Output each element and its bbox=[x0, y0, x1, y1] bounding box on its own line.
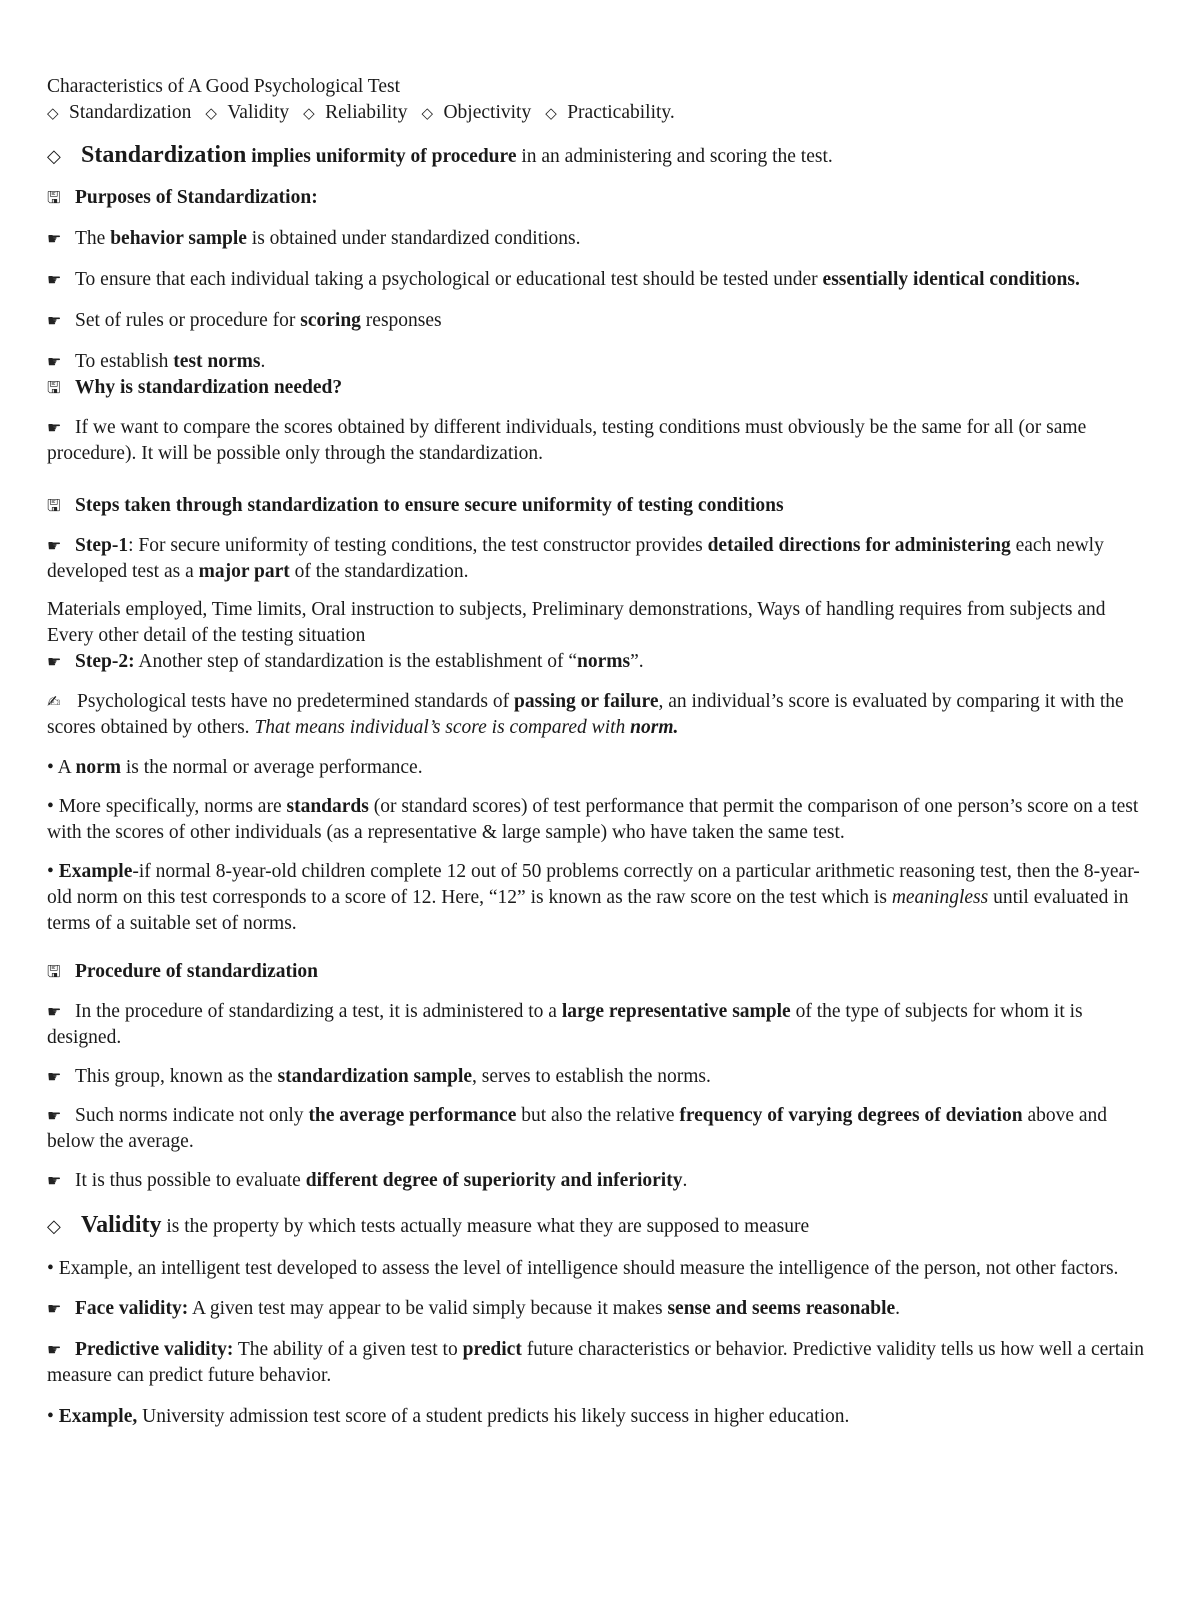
pointing-hand-icon: ☛ bbox=[47, 1340, 62, 1359]
standardization-definition: ◇ Standardization implies uniformity of procedure in an administering and scoring the test. bbox=[47, 142, 833, 168]
norm-definition: • A norm is the normal or average performance. bbox=[47, 757, 423, 778]
diamond-outline-icon: ◇ bbox=[47, 1216, 61, 1237]
norm-specific: • More specifically, norms are standards (or standard scores) of test performance that permit the comparison of one person’s score on a test with the scores of other individuals (as a representative & large sample) who have taken the same test. bbox=[47, 796, 1139, 843]
list-item: ☛ To establish test norms. bbox=[47, 349, 1147, 375]
pointing-hand-icon: ☛ bbox=[47, 311, 62, 330]
step-2: ☛ Step-2: Another step of standardization is the establishment of “norms”. bbox=[47, 649, 1147, 675]
diamond-outline-icon: ◇ bbox=[47, 104, 59, 122]
floppy-disk-icon: 🖫 bbox=[47, 496, 61, 515]
pointing-hand-icon: ☛ bbox=[47, 1106, 62, 1125]
pointing-hand-icon: ☛ bbox=[47, 229, 62, 248]
validity-example: • Example, an intelligent test developed to assess the level of intelligence should measure the intelligence of the person, not other factors. bbox=[47, 1258, 1119, 1279]
char-item: Practicability. bbox=[567, 102, 675, 123]
list-item: ☛ The behavior sample is obtained under standardized conditions. bbox=[47, 226, 1147, 252]
pointing-hand-icon: ☛ bbox=[47, 1067, 62, 1086]
step-1: ☛ Step-1: For secure uniformity of testing conditions, the test constructor provides detailed directions for administering each newly developed test as a major part of the standardization. bbox=[47, 535, 1104, 582]
list-item: ☛ If we want to compare the scores obtained by different individuals, testing conditions must obviously be the same for all (or same procedure). It will be possible only through the standardization. bbox=[47, 417, 1087, 464]
purposes-heading: 🖫 Purposes of Standardization: bbox=[47, 185, 1147, 211]
floppy-disk-icon: 🖫 bbox=[47, 962, 61, 981]
list-item: ☛ To ensure that each individual taking a psychological or educational test should be tested under essentially identical conditions. bbox=[47, 267, 1147, 293]
list-item: ☛ This group, known as the standardization sample, serves to establish the norms. bbox=[47, 1064, 1147, 1090]
pointing-hand-icon: ☛ bbox=[47, 1171, 62, 1190]
doc-title: Characteristics of A Good Psychological Test bbox=[47, 76, 401, 97]
document-page bbox=[47, 74, 1147, 1430]
validity-definition: ◇ Validity is the property by which tests actually measure what they are supposed to measure bbox=[47, 1212, 810, 1238]
characteristics-list bbox=[47, 100, 1147, 126]
floppy-disk-icon: 🖫 bbox=[47, 188, 61, 207]
floppy-disk-icon: 🖫 bbox=[47, 378, 61, 397]
materials-text: Materials employed, Time limits, Oral instruction to subjects, Preliminary demonstrations, Ways of handling requires from subjects and Every other detail of the testing situation bbox=[47, 599, 1106, 646]
predictive-validity: ☛ Predictive validity: The ability of a given test to predict future characteristics or behavior. Predictive validity tells us how well a certain measure can predict future behavior. bbox=[47, 1339, 1144, 1386]
list-item: ☛ Set of rules or procedure for scoring responses bbox=[47, 308, 1147, 334]
diamond-outline-icon: ◇ bbox=[421, 104, 434, 122]
procedure-heading: 🖫 Procedure of standardization bbox=[47, 959, 1147, 985]
diamond-outline-icon: ◇ bbox=[47, 146, 61, 167]
char-item: Objectivity bbox=[443, 102, 532, 123]
diamond-outline-icon: ◇ bbox=[545, 104, 557, 122]
list-item: ☛ In the procedure of standardizing a test, it is administered to a large representative sample of the type of subjects for whom it is designed. bbox=[47, 1001, 1083, 1048]
norm-example: • Example-if normal 8-year-old children complete 12 out of 50 problems correctly on a particular arithmetic reasoning test, then the 8-year-old norm on this test corresponds to a score of 12. Here, “12” is known as the raw score on the test which is meaningless until evaluated in terms of a suitable set of norms. bbox=[47, 861, 1140, 934]
diamond-outline-icon: ◇ bbox=[303, 104, 315, 122]
char-item: Reliability bbox=[325, 102, 408, 123]
steps-heading: 🖫 Steps taken through standardization to ensure secure uniformity of testing conditions bbox=[47, 493, 1147, 519]
predictive-example: • Example, University admission test score of a student predicts his likely success in higher education. bbox=[47, 1406, 850, 1427]
pointing-hand-icon: ☛ bbox=[47, 1299, 62, 1318]
writing-hand-icon: ✍ bbox=[47, 692, 61, 711]
pointing-hand-icon: ☛ bbox=[47, 352, 62, 371]
face-validity: ☛ Face validity: A given test may appear to be valid simply because it makes sense and seems reasonable. bbox=[47, 1296, 1147, 1322]
diamond-outline-icon: ◇ bbox=[205, 104, 217, 122]
char-item: Validity bbox=[227, 102, 290, 123]
pointing-hand-icon: ☛ bbox=[47, 536, 62, 555]
pointing-hand-icon: ☛ bbox=[47, 1002, 62, 1021]
psych-note: ✍ Psychological tests have no predetermined standards of passing or failure, an individual’s score is evaluated by comparing it with the scores obtained by others. That means individual’s score is compared with norm. bbox=[47, 691, 1124, 738]
char-item: Standardization bbox=[69, 102, 192, 123]
pointing-hand-icon: ☛ bbox=[47, 270, 62, 289]
list-item: ☛ It is thus possible to evaluate different degree of superiority and inferiority. bbox=[47, 1168, 1147, 1194]
list-item: ☛ Such norms indicate not only the average performance but also the relative frequency of varying degrees of deviation above and below the average. bbox=[47, 1105, 1108, 1152]
why-heading: 🖫 Why is standardization needed? bbox=[47, 375, 1147, 401]
pointing-hand-icon: ☛ bbox=[47, 652, 62, 671]
pointing-hand-icon: ☛ bbox=[47, 418, 62, 437]
